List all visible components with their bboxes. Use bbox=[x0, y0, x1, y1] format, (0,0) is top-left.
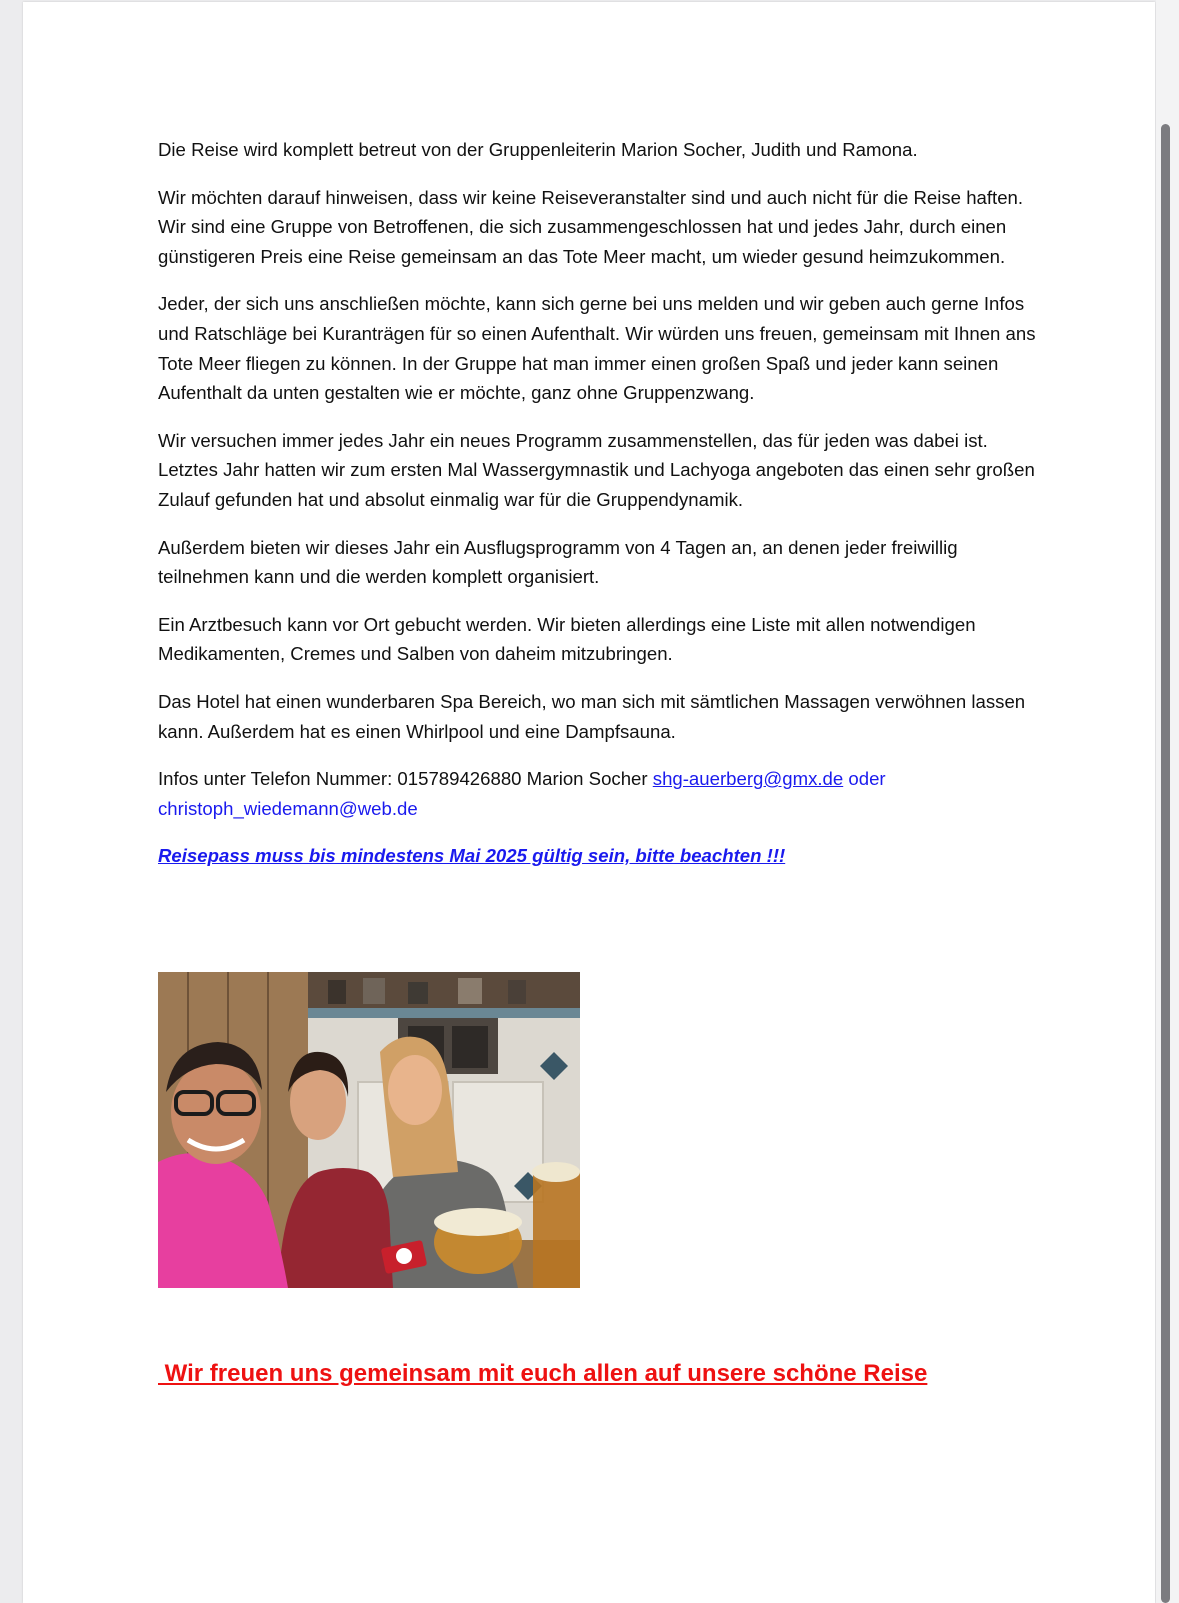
document-page bbox=[23, 2, 1155, 1603]
paragraph-hotel: Das Hotel hat einen wunderbaren Spa Bereich, wo man sich mit sämtlichen Massagen verwöhnen lassen kann. Außerdem hat es einen Whirlpool und eine Dampfsauna. bbox=[158, 690, 1026, 742]
email-link-shg[interactable]: shg-auerberg@gmx.de bbox=[652, 768, 844, 790]
passport-notice-paragraph bbox=[158, 841, 1038, 871]
scrollbar-thumb[interactable] bbox=[1161, 124, 1170, 1603]
vertical-scrollbar[interactable] bbox=[1156, 0, 1179, 1603]
contact-connector: oder bbox=[843, 768, 886, 790]
paragraph-program: Wir versuchen immer jedes Jahr ein neues Programm zusammenstellen, das für jeden was dabei ist. Letztes Jahr hatten wir zum ersten Mal Wassergymnastik und Lachyoga angeboten das einen sehr großen Zulauf gefunden hat und absolut einmalig war für die Gruppendynamik. bbox=[158, 429, 1035, 510]
contact-paragraph bbox=[158, 764, 1038, 823]
closing-message: Wir freuen uns gemeinsam mit euch allen auf unsere schöne Reise bbox=[158, 1360, 928, 1387]
contact-phone-text: Infos unter Telefon Nummer: 015789426880 Marion Socher bbox=[158, 768, 653, 790]
document-body bbox=[158, 135, 1038, 889]
paragraph-disclaimer: Wir möchten darauf hinweisen, dass wir keine Reiseveranstalter sind und auch nicht für die Reise haften. Wir sind eine Gruppe von Betroffenen, die sich zusammengeschlossen hat und jedes Jahr, durch einen günstigeren Preis eine Reise gemeinsam an das Tote Meer macht, um wieder gesund heimzukommen. bbox=[158, 186, 1024, 267]
paragraph-doctor: Ein Arztbesuch kann vor Ort gebucht werden. Wir bieten allerdings eine Liste mit allen notwendigen Medikamenten, Cremes und Salben von daheim mitzubringen. bbox=[158, 613, 976, 665]
paragraph-excursions: Außerdem bieten wir dieses Jahr ein Ausflugsprogramm von 4 Tagen an, an denen jeder freiwillig teilnehmen kann und die werden komplett organisiert. bbox=[158, 536, 958, 588]
passport-notice-link[interactable]: Reisepass muss bis mindestens Mai 2025 gültig sein, bitte beachten !!! bbox=[158, 845, 786, 867]
paragraph-join: Jeder, der sich uns anschließen möchte, kann sich gerne bei uns melden und wir geben auch gerne Infos und Ratschläge bei Kuranträgen für so einen Aufenthalt. Wir würden uns freuen, gemeinsam mit Ihnen ans Tote Meer fliegen zu können. In der Gruppe hat man immer einen großen Spaß und jeder kann seinen Aufenthalt da unten gestalten wie er möchte, ganz ohne Gruppenzwang. bbox=[158, 293, 1036, 404]
paragraph-guides: Die Reise wird komplett betreut von der Gruppenleiterin Marion Socher, Judith und Ramona. bbox=[158, 139, 918, 160]
group-photo bbox=[158, 972, 580, 1288]
email-link-christoph[interactable]: christoph_wiedemann@web.de bbox=[158, 797, 418, 819]
